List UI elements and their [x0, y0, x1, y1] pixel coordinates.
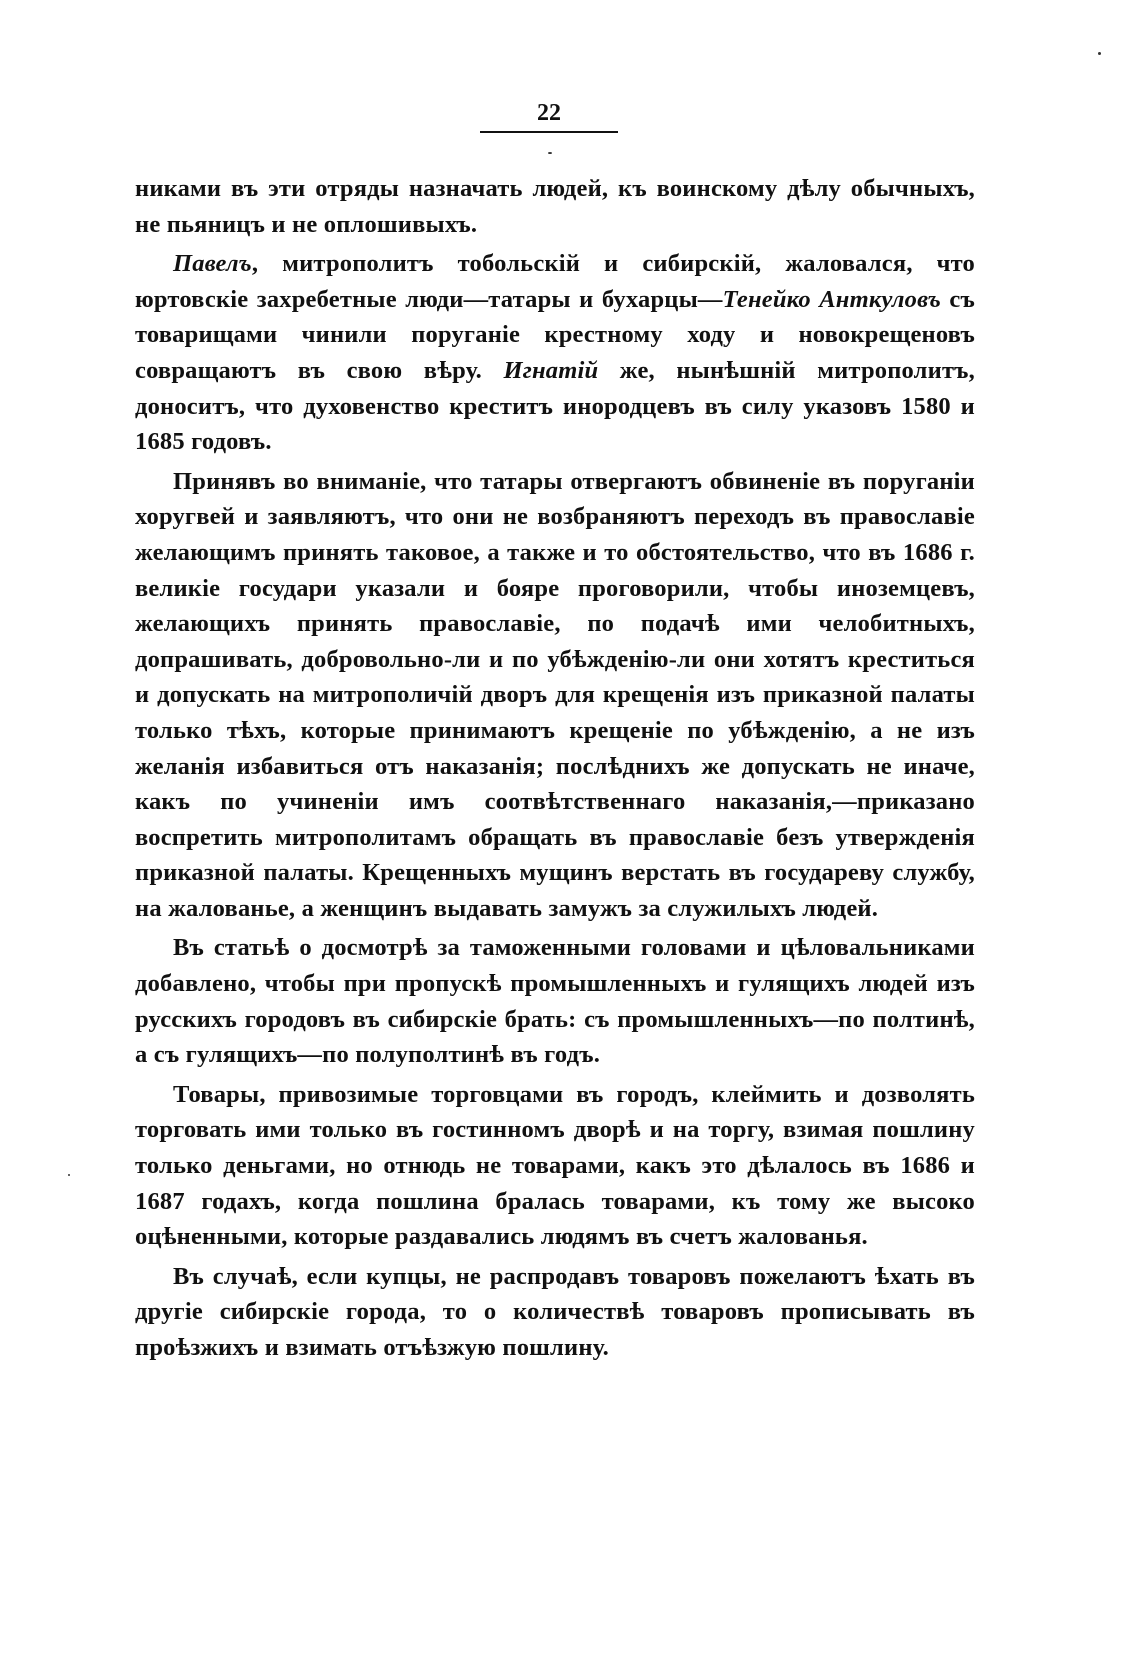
- person-name-teneyko: Тенейко Анткуловъ: [722, 285, 942, 313]
- person-name-pavel: Павелъ: [173, 250, 252, 278]
- scan-speck: [68, 1174, 70, 1176]
- body-text: [135, 171, 975, 1370]
- page-number: 22: [480, 100, 618, 133]
- paragraph-6: Въ случаѣ, если купцы, не распродавъ товаровъ пожелаютъ ѣхать въ другіе сибирскіе города, то о количествѣ товаровъ прописывать въ проѣзжихъ и взимать отъѣзжую пошлину.: [135, 1262, 975, 1361]
- paragraph-2-part-1: , митрополитъ тобольскій и сибирскій, жаловался, что юртовскіе захребетные люди—татары и бухарцы—: [135, 250, 975, 313]
- paragraph-5: Товары, привозимые торговцами въ городъ, клеймить и дозволять торговать ими только въ гостинномъ дворѣ и на торгу, взимая пошлину только деньгами, но отнюдь не товарами, какъ это дѣлалось въ 1686 и 1687 годахъ, когда пошлина бралась товарами, къ тому же высоко оцѣненными, которые раздавались людямъ въ счетъ жалованья.: [135, 1080, 975, 1251]
- paragraph-3: Принявъ во вниманіе, что татары отвергаютъ обвиненіе въ поруганіи хоругвей и заявляютъ, что они не возбраняютъ переходъ въ православіе желающимъ принять таковое, а также и то обстоятельство, что въ 1686 г. великіе государи указали и бояре проговорили, чтобы иноземцевъ, желающихъ принять православіе, по подачѣ ими челобитныхъ, допрашивать, добровольно-ли и по убѣжденію-ли они хотятъ креститься и допускать на митрополичій дворъ для крещенія изъ приказной палаты только тѣхъ, которые принимаютъ крещеніе по убѣжденію, а не изъ желанія избавиться отъ наказанія; послѣднихъ же допускать не иначе, какъ по учиненіи имъ соотвѣтственнаго наказанія,—приказано воспретить митрополитамъ обращать въ православіе безъ утвержденія приказной палаты. Крещенныхъ мущинъ верстать въ государеву службу, на жалованье, а женщинъ выдавать замужъ за служилыхъ людей.: [135, 467, 975, 922]
- paragraph-4: Въ статьѣ о досмотрѣ за таможенными головами и цѣловальниками добавлено, чтобы при пропускѣ промышленныхъ и гулящихъ людей изъ русскихъ городовъ въ сибирскіе брать: съ промышленныхъ—по полтинѣ, а съ гулящихъ—по полуполтинѣ въ годъ.: [135, 934, 975, 1069]
- paragraph-1: никами въ эти отряды назначать людей, къ воинскому дѣлу обычныхъ, не пьяницъ и не оплошивыхъ.: [135, 175, 975, 238]
- scan-speck: [548, 152, 552, 154]
- scan-speck: [1098, 52, 1101, 55]
- paragraph-2: [135, 246, 975, 460]
- person-name-ignatiy: Игнатій: [503, 356, 599, 384]
- paragraph-2-part-3: же, нынѣшній митрополитъ, доноситъ, что духовенство креститъ инородцевъ въ силу указовъ 1580 и 1685 годовъ.: [135, 356, 975, 456]
- paragraph-2-part-2: съ товарищами чинили поруганіе крестному ходу и новокрещеновъ совращаютъ въ свою вѣру.: [135, 285, 975, 384]
